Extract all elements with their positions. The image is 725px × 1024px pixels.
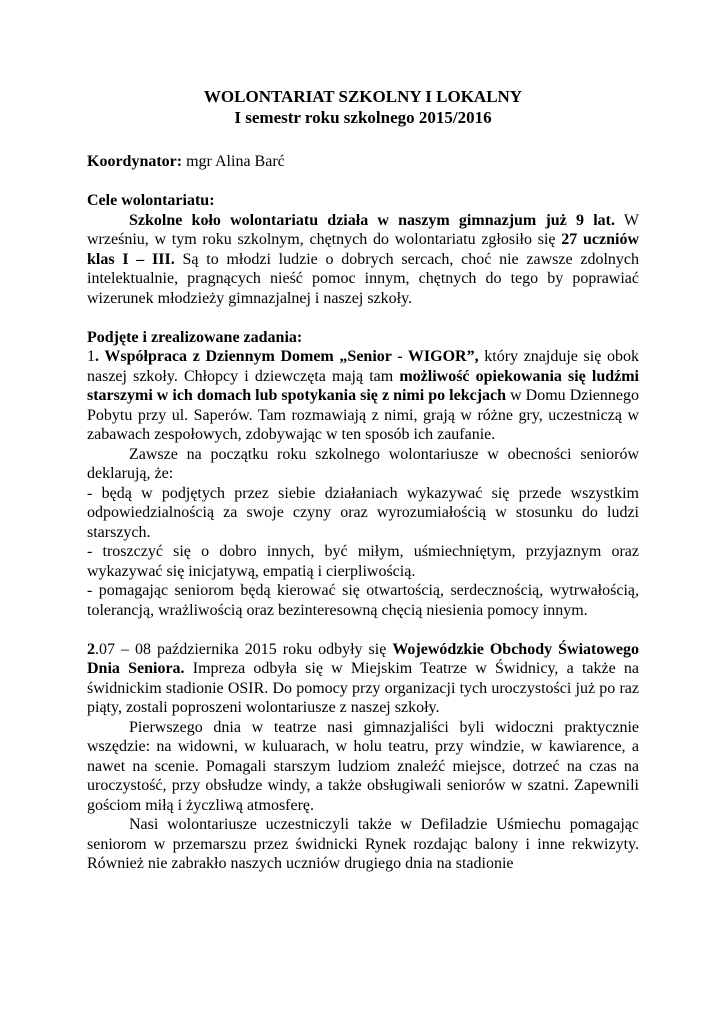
task-2-paragraph-3: Nasi wolontariusze uczestniczyli także w Defiladzie Uśmiechu pomagając seniorom w przemarszu przez świdnicki Rynek rozdając balony i inne rekwizyty. Również nie zabrakło naszych uczniów drugiego dnia na stadionie [87,816,639,872]
task-2-paragraph [87,640,639,718]
task-1-declaration-intro: Zawsze na początku roku szkolnego wolontariusze w obecności seniorów deklarują, że: [87,445,639,482]
document-title: WOLONTARIAT SZKOLNY I LOKALNY [203,87,523,106]
goals-bold-1: Szkolne koło wolontariatu działa w naszym gimnazjum już 9 lat. [129,211,615,229]
document-subtitle: I semestr roku szkolnego 2015/2016 [234,108,492,127]
task-2-number: 2 [87,640,95,658]
goals-paragraph [87,211,639,309]
task-2-bold-1: Wojewódzkie Obchody Światowego Dnia Seniora. [87,640,639,677]
task-1-text-2: w Domu Dziennego Pobytu przy ul. Saperów. Tam rozmawiają z nimi, grają w różne gry, uczestniczą w zabawach zespołowych, zdobywając w ten sposób ich zaufanie. [87,387,640,443]
task-1-bold-2: możliwość opiekowania się ludźmi starszymi w ich domach lub spotykania się z nimi po lekcjach [87,367,640,404]
goals-text-1: W wrześniu, w tym roku szkolnym, chętnych do wolontariatu zgłosiło się [87,211,640,248]
task-2-paragraph-2: Pierwszego dnia w teatrze nasi gimnazjaliści byli widoczni praktycznie wszędzie: na widowni, w kuluarach, w holu teatru, przy windzie, w kawiarence, a nawet na scenie. Pomagali starszym ludziom znaleźć miejsce, dotrzeć na czas na uroczystość, przy obsłudze windy, a także obsługiwali seniorów w szatni. Zapewnili gościom miłą i życzliwą atmosferę. [87,718,639,814]
goals-heading [87,191,639,211]
task-1-declaration-3: - pomagając seniorom będą kierować się otwartością, serdecznością, wytrwałością, tolerancją, wrażliwością oraz bezinteresowną chęcią niesienia pomocy innym. [87,582,639,619]
coordinator-label: Koordynator: [87,153,183,170]
goals-heading-text: Cele wolontariatu: [87,192,215,209]
tasks-heading [87,328,639,348]
goals-bold-2: 27 uczniów klas I – III. [87,231,639,268]
coordinator-name: mgr Alina Barć [182,153,285,170]
task-1-paragraph [87,347,639,445]
task-1-bold-1: . Współpraca z Dziennym Domem „Senior - WIGOR”, [95,348,479,365]
task-2-text-1: .07 – 08 października 2015 roku odbyły się [95,640,393,658]
goals-text-2: Są to młodzi ludzie o dobrych sercach, choć nie zawsze zdolnych intelektualnie, pragnących nieść pomoc innym, chętnych do tego by poprawiać wizerunek młodzieży gimnazjalnej i naszej szkoły. [87,250,640,307]
task-1-declaration-2: - troszczyć się o dobro innych, być miłym, uśmiechniętym, przyjaznym oraz wykazywać się inicjatywą, empatią i cierpliwością. [87,543,639,580]
coordinator-line [87,152,639,172]
tasks-heading-text: Podjęte i zrealizowane zadania: [87,328,303,346]
task-1-number: 1 [87,348,95,365]
task-1-text-1: który znajduje się obok naszej szkoły. Chłopcy i dziewczęta mają tam [87,348,639,385]
task-1-declaration-1: - będą w podjętych przez siebie działaniach wykazywać się przede wszystkim odpowiedzialnością za swoje czyny oraz wyrozumiałością w stosunku do ludzi starszych. [87,484,639,541]
task-2-text-2: Impreza odbyła się w Miejskim Teatrze w Świdnicy, a także na świdnickim stadionie OSIR. Do pomocy przy organizacji tych uroczystości już po raz piąty, zostali poproszeni wolontariusze z naszej szkoły. [87,660,640,716]
